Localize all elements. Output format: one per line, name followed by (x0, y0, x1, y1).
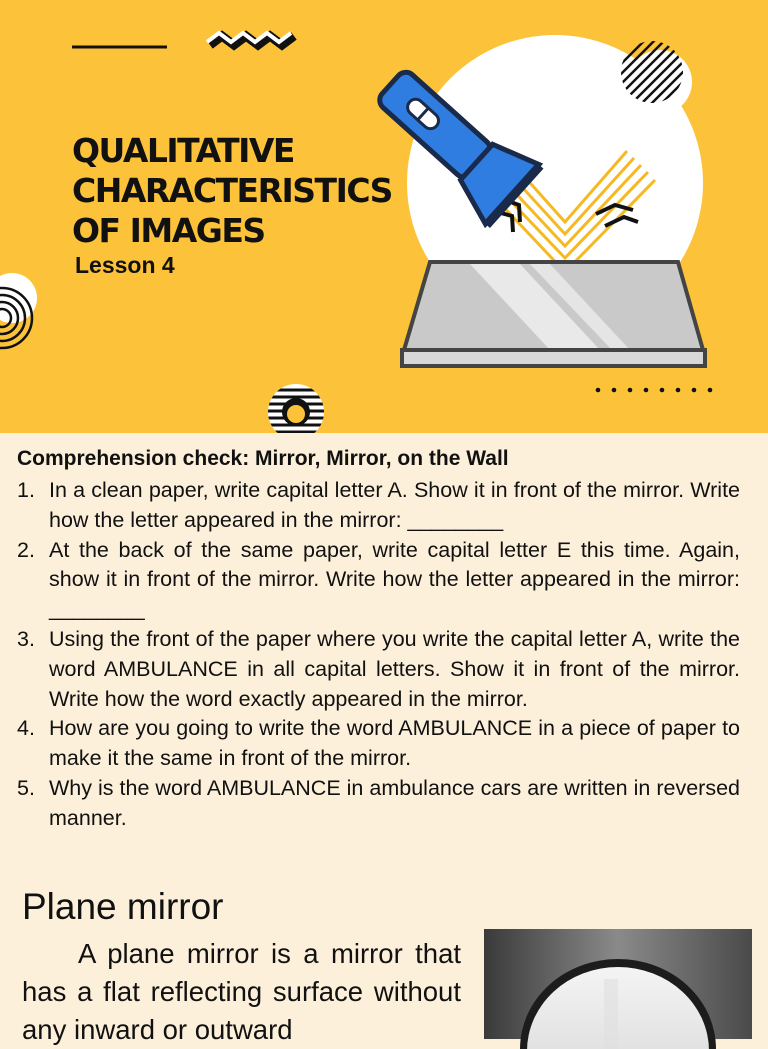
question-item (17, 714, 740, 774)
question-number: 2. (17, 537, 35, 562)
question-text: At the back of the same paper, write capital letter E this time. Again, show it in front of the mirror. Write how the letter appeared in the mirror: ________ (49, 537, 740, 622)
mirror-photo (484, 929, 752, 1039)
lesson-number: Lesson 4 (75, 252, 175, 278)
title-line: QUALITATIVE (72, 131, 294, 170)
striped-ring-decoration (260, 384, 330, 440)
lesson-title (72, 131, 452, 251)
content-area (0, 433, 768, 1045)
plane-mirror-paragraph: A plane mirror is a mirror that has a flat reflecting surface without any inward or outward (22, 938, 461, 1045)
section-title: Plane mirror (22, 886, 224, 927)
title-line: CHARACTERISTICS (72, 171, 392, 210)
mirror-icon (402, 262, 705, 366)
question-text: In a clean paper, write capital letter A. Show it in front of the mirror. Write how the letter appeared in the mirror: ________ (49, 478, 740, 532)
question-number: 4. (17, 716, 35, 741)
question-item (17, 536, 740, 625)
question-item (17, 476, 740, 536)
question-number: 1. (17, 478, 35, 502)
header-banner (0, 0, 768, 433)
question-item (17, 774, 740, 834)
question-number: 5. (17, 775, 35, 800)
concentric-circles-decoration (0, 273, 37, 348)
question-text: How are you going to write the word AMBULANCE in a piece of paper to make it the same in front of the mirror. (49, 716, 740, 771)
dotted-line-decoration (596, 388, 713, 393)
title-line: OF IMAGES (72, 211, 265, 250)
question-text: Why is the word AMBULANCE in ambulance cars are written in reversed manner. (49, 775, 740, 830)
question-text: Using the front of the paper where you write the capital letter A, write the word AMBULANCE in all capital letters. Show it in front of the mirror. Write how the word exactly appeared in the mirror. (49, 626, 740, 711)
question-item (17, 625, 740, 714)
zigzag-decoration (207, 33, 294, 45)
question-list (17, 476, 740, 834)
comprehension-heading: Comprehension check: Mirror, Mirror, on the Wall (17, 447, 509, 470)
question-number: 3. (17, 626, 35, 651)
